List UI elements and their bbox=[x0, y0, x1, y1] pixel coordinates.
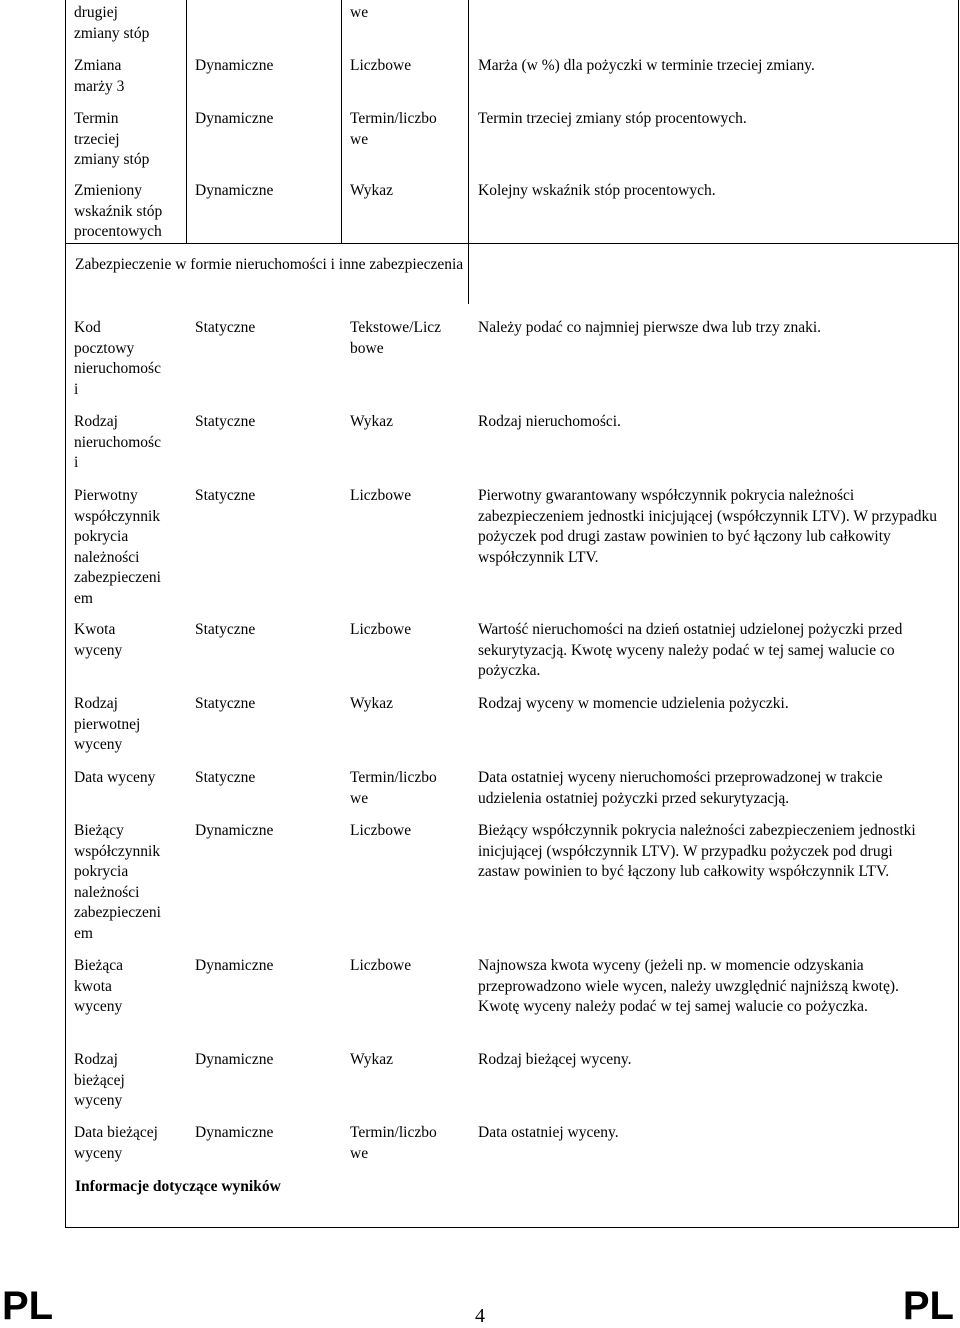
row-type: Statyczne bbox=[195, 621, 256, 638]
row-type: Dynamiczne bbox=[195, 1124, 274, 1141]
row-name: Bieżący współczynnik pokrycia należności zabezpieczeni em bbox=[74, 822, 161, 942]
row-format: Liczbowe bbox=[350, 57, 412, 74]
row-description: Data ostatniej wyceny. bbox=[478, 1124, 619, 1141]
row-format: Liczbowe bbox=[350, 957, 412, 974]
row-format: we bbox=[350, 4, 369, 21]
row-type: Statyczne bbox=[195, 413, 256, 430]
row-description: Najnowsza kwota wyceny (jeżeli np. w momencie odzyskania przeprowadzono wiele wycen, należy uwzględnić najniższą kwotę). Kwotę wyceny należy podać w tej samej walucie co pożyczka. bbox=[478, 957, 899, 1015]
row-type: Statyczne bbox=[195, 769, 256, 786]
row-type: Dynamiczne bbox=[195, 110, 274, 127]
footer-language-code-right: PL bbox=[902, 1284, 954, 1328]
row-type: Dynamiczne bbox=[195, 57, 274, 74]
row-name: Rodzaj bieżącej wyceny bbox=[74, 1051, 125, 1109]
row-format: Liczbowe bbox=[350, 822, 412, 839]
column-divider bbox=[186, 0, 187, 244]
row-format: Liczbowe bbox=[350, 621, 412, 638]
row-description: Pierwotny gwarantowany współczynnik pokrycia należności zabezpieczeniem jednostki inicjującej (współczynnik LTV). W przypadku pożyczek pod drugi zastaw powinien to być łączony lub całkowity współczynnik LTV. bbox=[478, 487, 937, 566]
row-format: Termin/liczbo we bbox=[350, 1124, 437, 1162]
table-border-left bbox=[65, 0, 66, 1228]
row-description: Rodzaj wyceny w momencie udzielenia pożyczki. bbox=[478, 695, 789, 712]
row-format: Wykaz bbox=[350, 182, 393, 199]
row-name: Kod pocztowy nieruchomośc i bbox=[74, 319, 161, 398]
section-heading-results: Informacje dotyczące wyników bbox=[75, 1178, 281, 1195]
footer-language-code-left: PL bbox=[2, 1284, 54, 1328]
row-name: Pierwotny współczynnik pokrycia należności zabezpieczeni em bbox=[74, 487, 161, 607]
section-divider bbox=[468, 244, 469, 304]
row-type: Statyczne bbox=[195, 695, 256, 712]
row-name: Zmieniony wskaźnik stóp procentowych bbox=[74, 182, 163, 240]
row-name: Data bieżącej wyceny bbox=[74, 1124, 158, 1162]
row-type: Dynamiczne bbox=[195, 1051, 274, 1068]
row-name: Termin trzeciej zmiany stóp bbox=[74, 110, 150, 168]
row-format: Wykaz bbox=[350, 413, 393, 430]
row-format: Wykaz bbox=[350, 695, 393, 712]
row-format: Termin/liczbo we bbox=[350, 769, 437, 807]
row-type: Dynamiczne bbox=[195, 822, 274, 839]
row-name: Bieżąca kwota wyceny bbox=[74, 957, 124, 1015]
row-type: Dynamiczne bbox=[195, 182, 274, 199]
row-name: Rodzaj nieruchomośc i bbox=[74, 413, 161, 471]
row-format: Tekstowe/Licz bowe bbox=[350, 319, 442, 357]
row-description: Bieżący współczynnik pokrycia należności zabezpieczeniem jednostki inicjującej (współczynnik LTV). W przypadku pożyczek pod drugi zastaw powinien to być łączony lub całkowity współczynnik LTV. bbox=[478, 822, 916, 880]
row-description: Wartość nieruchomości na dzień ostatniej udzielonej pożyczki przed sekurytyzacją. Kwotę wyceny należy podać w tej samej walucie co pożyczka. bbox=[478, 621, 903, 679]
row-description: Należy podać co najmniej pierwsze dwa lub trzy znaki. bbox=[478, 319, 822, 336]
row-type: Dynamiczne bbox=[195, 957, 274, 974]
row-description: Marża (w %) dla pożyczki w terminie trzeciej zmiany. bbox=[478, 57, 815, 74]
row-format: Wykaz bbox=[350, 1051, 393, 1068]
row-description: Termin trzeciej zmiany stóp procentowych. bbox=[478, 110, 747, 127]
table-border-bottom bbox=[65, 1227, 959, 1228]
row-description: Rodzaj bieżącej wyceny. bbox=[478, 1051, 632, 1068]
row-name: Rodzaj pierwotnej wyceny bbox=[74, 695, 141, 753]
row-description: Data ostatniej wyceny nieruchomości przeprowadzonej w trakcie udzielenia ostatniej pożyczki przed sekurytyzacją. bbox=[478, 769, 883, 807]
top-block-bottom-rule bbox=[65, 243, 959, 244]
row-name: Data wyceny bbox=[74, 769, 156, 786]
row-description: Kolejny wskaźnik stóp procentowych. bbox=[478, 182, 716, 199]
row-description: Rodzaj nieruchomości. bbox=[478, 413, 621, 430]
table-border-right bbox=[958, 0, 959, 1228]
section-heading-collateral: Zabezpieczenie w formie nieruchomości i inne zabezpieczenia bbox=[75, 256, 464, 273]
row-type: Statyczne bbox=[195, 319, 256, 336]
row-name: Kwota wyceny bbox=[74, 621, 123, 659]
row-name: drugiej zmiany stóp bbox=[74, 4, 150, 42]
row-format: Termin/liczbo we bbox=[350, 110, 437, 148]
row-type: Statyczne bbox=[195, 487, 256, 504]
row-name: Zmiana marży 3 bbox=[74, 57, 125, 95]
page-number: 4 bbox=[475, 1305, 485, 1327]
row-format: Liczbowe bbox=[350, 487, 412, 504]
